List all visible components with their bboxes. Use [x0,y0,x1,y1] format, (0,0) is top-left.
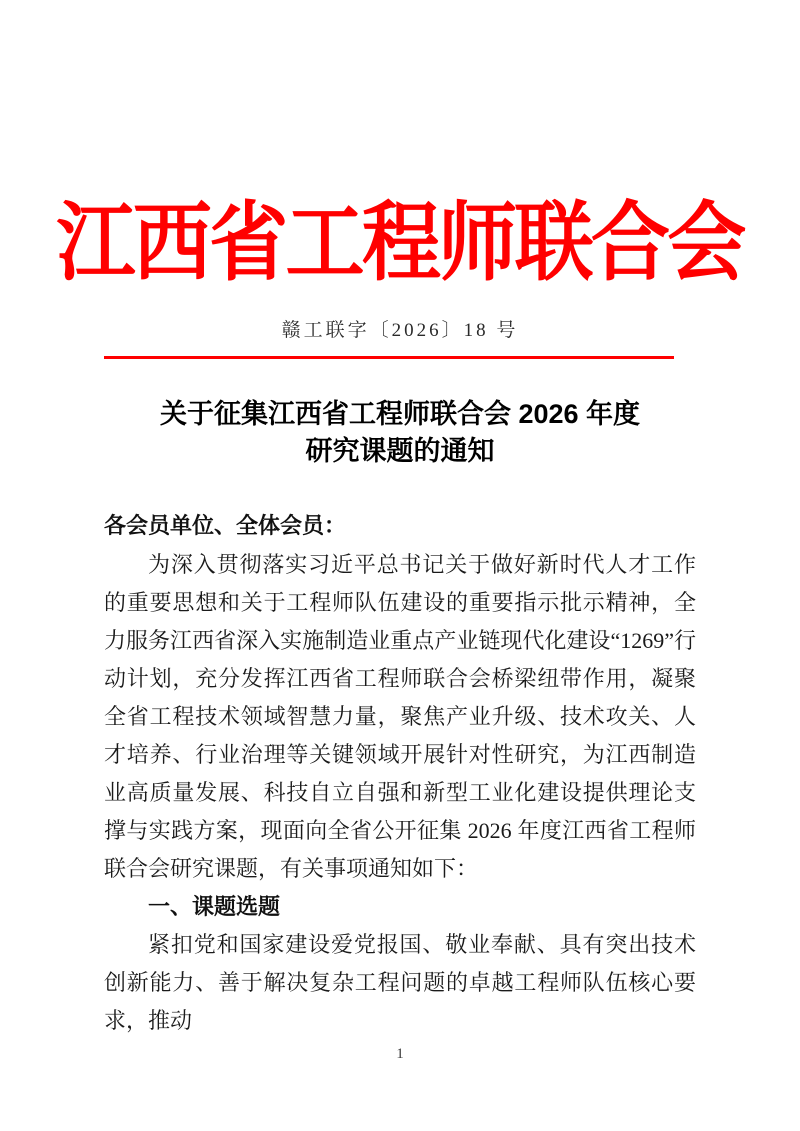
notice-title [0,396,800,470]
intro-paragraph: 为深入贯彻落实习近平总书记关于做好新时代人才工作的重要思想和关于工程师队伍建设的重要指示批示精神，全力服务江西省深入实施制造业重点产业链现代化建设“1269”行动计划，充分发挥江西省工程师联合会桥梁纽带作用，凝聚全省工程技术领域智慧力量，聚焦产业升级、技术攻关、人才培养、行业治理等关键领域开展针对性研究，为江西制造业高质量发展、科技自立自强和新型工业化建设提供理论支撑与实践方案，现面向全省公开征集 2026 年度江西省工程师联合会研究课题，有关事项通知如下： [104,552,696,881]
notice-title-line1: 关于征集江西省工程师联合会 2026 年度 [159,399,641,429]
section-1-paragraph: 紧扣党和国家建设爱党报国、敬业奉献、具有突出技术创新能力、善于解决复杂工程问题的卓越工程师队伍核心要求，推动 [104,932,696,1033]
section-1-heading: 一、课题选题 [148,894,281,919]
salutation: 各会员单位、全体会员： [104,513,347,538]
letterhead-org-title: 江西省工程师联合会 [56,195,744,291]
notice-title-line2: 研究课题的通知 [305,436,495,466]
document-body [104,506,696,1040]
doc-reference-number: 赣工联字〔2026〕18 号 [281,320,519,341]
header-divider-line [104,356,674,359]
page-number: 1 [396,1046,404,1062]
